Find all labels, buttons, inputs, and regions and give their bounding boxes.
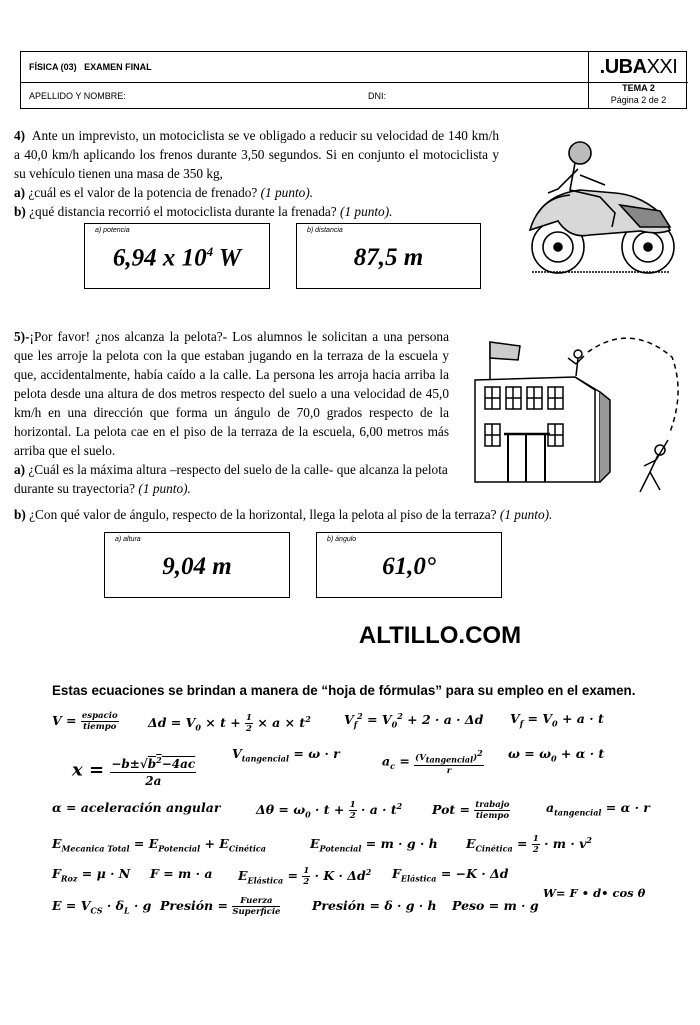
answer-altura-value: 9,04 m — [162, 553, 232, 580]
dni-label: DNI: — [368, 91, 386, 101]
school-illustration — [460, 332, 685, 497]
formula-potential-energy: $E_{Potencial} = m \cdot g \cdot h$ — [310, 836, 438, 854]
formula-mechanical-energy: $E_{Mecanica Total} = E_{Potencial} + E_{Cinética}$ — [52, 836, 266, 854]
exam-header — [20, 51, 687, 109]
formula-centripetal: $a_c$ = $(V_{tangencial})^2$ r — [382, 748, 483, 776]
answer-potencia-value: 6,94 x $10^4$ W — [112, 244, 242, 272]
answer-distancia-value: 87,5 m — [353, 244, 424, 271]
answer-box-potencia: a) potencia 6,94 x $10^4$ W — [84, 223, 270, 289]
formula-omega: $\omega = \omega_0 + \alpha \cdot t$ — [508, 746, 605, 764]
formula-velocity: V = espacio tiempo — [52, 711, 118, 732]
question-5b: b) ¿Con qué valor de ángulo, respecto de la horizontal, llega la pelota al piso de la terraza? (1 punto). — [14, 507, 553, 522]
formula-elastic-force: $F_{Elástica} = -K \cdot \Delta d$ — [392, 866, 509, 884]
question-5a: a) ¿Cuál es la máxima altura –respecto del suelo de la calle- que alcanza la pelota durante su trayectoria? (1 punto). — [14, 462, 448, 496]
altillo-watermark: ALTILLO.COM — [358, 622, 522, 649]
formula-vf-squared: $V_f^2 = V_0^2 + 2 \cdot a \cdot \Delta d$ — [344, 711, 484, 730]
question-4b: b) ¿qué distancia recorrió el motociclista durante la frenada? (1 punto). — [14, 204, 393, 219]
formula-tangential-velocity: $V_{tangencial} = \omega \cdot r$ — [232, 746, 340, 764]
answer-box-distancia: b) distancia 87,5 m — [296, 223, 481, 289]
formula-work: W= F • d• cos θ — [543, 886, 646, 900]
formula-newton: F = m · a — [150, 866, 213, 881]
formula-power: Pot = trabajo tiempo — [432, 800, 510, 821]
header-row-course — [21, 52, 588, 83]
formula-sheet-intro: Estas ecuaciones se brindan a manera de “hoja de fórmulas” para su empleo en el examen. — [52, 683, 636, 698]
uba-xxi-logo: .UBAXXI — [589, 52, 688, 83]
tema-label: TEMA 2 — [622, 83, 655, 93]
question-4-text: 4) Ante un imprevisto, un motociclista se ve obligado a reducir su velocidad de 140 km/h a 40,0 km/h aplicando los frenos durante 3,50 segundos. Si en conjunto el motociclista y su vehículo tienen una masa de 350 kg, — [14, 128, 499, 181]
header-right-panel — [588, 52, 688, 108]
formula-weight: Peso = m · g — [452, 898, 539, 913]
formula-pressure: Presión = Fuerza Superficie — [160, 896, 281, 917]
question-4a: a) ¿cuál es el valor de la potencia de frenado? (1 punto). — [14, 185, 314, 200]
page-number: Página 2 de 2 — [610, 95, 667, 105]
formula-hydrostatic-pressure: Presión = δ · g · h — [312, 898, 437, 913]
motorcycle-illustration — [520, 135, 680, 280]
answer-box-angulo: b) ángulo 61,0° — [316, 532, 502, 598]
formula-elastic-energy: $E_{Elástica}$ = $\frac{1}{2}$ · $K \cdot \Delta d^2$ — [238, 866, 372, 887]
formula-vf: $V_f = V_0 + a \cdot t$ — [510, 711, 604, 729]
question-5-text: 5)-¡Por favor! ¿nos alcanza la pelota?- Los alumnos le solicitan a una persona que les arroje la pelota con la que estaban jugando en la terraza de la escuela y que, accidentalmente, había caído a la calle. La persona les arroja hacia arriba la pelota desde una altura de dos metros respecto del suelo a una velocidad de 45,0 km/h en una dirección que forma un ángulo de 70,0 grados respecto de la horizontal. La pelota cae en el piso de la terraza de la escuela, 6,00 metros más arriba que el suelo. — [14, 329, 449, 458]
name-label: APELLIDO Y NOMBRE: — [29, 91, 126, 101]
formula-kinetic-energy: $E_{Cinética}$ = $\frac{1}{2}$ · $m \cdot v^2$ — [466, 834, 592, 855]
formula-displacement: $\Delta d = V_0 \times t$ + $\frac{1}{2}$ × $a \times t^2$ — [148, 713, 311, 734]
formula-energy-vcs: $E = V_{CS} \cdot \delta_L \cdot g$ — [52, 898, 152, 916]
formula-alpha-def: α = aceleración angular — [52, 800, 221, 815]
header-row-student — [21, 82, 588, 109]
formula-quadratic: x = $\frac{-b\pm√b^2-4ac}{2a}$ — [72, 752, 196, 789]
formula-friction: $F_{Roz} = \mu \cdot N$ — [52, 866, 131, 884]
answer-box-altura: a) altura 9,04 m — [104, 532, 290, 598]
formula-tangential-accel: $a_{tangencial} = \alpha \cdot r$ — [546, 800, 650, 818]
formula-delta-theta: $\Delta\theta = \omega_0 \cdot t$ + $\frac{1}{2}$ · $a \cdot t^2$ — [256, 800, 403, 821]
answer-angulo-value: 61,0° — [382, 553, 436, 580]
course-title: FÍSICA (03) EXAMEN FINAL — [29, 62, 152, 72]
